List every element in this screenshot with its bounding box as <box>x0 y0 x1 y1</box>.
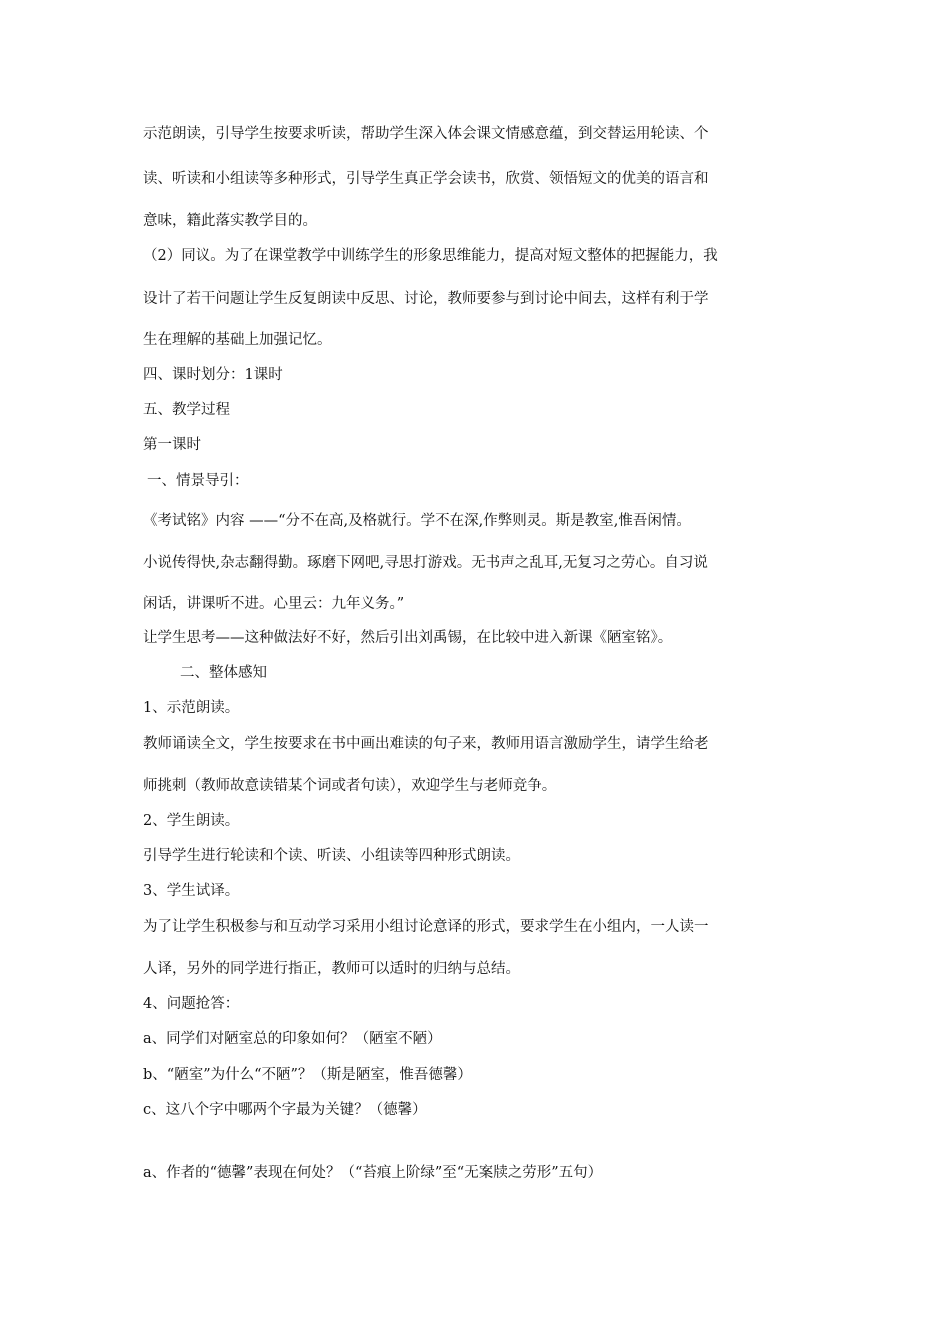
step-heading-3: 3、学生试译。 <box>143 883 240 899</box>
section-heading-class-hours: 四、课时划分：1课时 <box>143 367 283 383</box>
text-line-18: 师挑刺（教师故意读错某个词或者句读），欢迎学生与老师竞争。 <box>143 778 557 794</box>
section-heading-teaching-process: 五、教学过程 <box>143 402 230 418</box>
text-line-14: 让学生思考——这种做法好不好，然后引出刘禹锡，在比较中进入新课《陋室铭》。 <box>143 630 673 646</box>
text-line-4: （2）同议。为了在课堂教学中训练学生的形象思维能力，提高对短文整体的把握能力，我 <box>143 248 718 264</box>
step-heading-1: 1、示范朗读。 <box>143 700 240 716</box>
question-b: b、“陋室”为什么“不陋”？（斯是陋室，惟吾德馨） <box>143 1067 472 1083</box>
subheading-first-lesson: 第一课时 <box>143 437 201 453</box>
question-a: a、同学们对陋室总的印象如何？（陋室不陋） <box>143 1031 442 1047</box>
text-line-12: 小说传得快,杂志翻得勤。琢磨下网吧,寻思打游戏。无书声之乱耳,无复习之劳心。自习说 <box>143 555 708 571</box>
question-c: c、这八个字中哪两个字最为关键？（德馨） <box>143 1102 427 1118</box>
text-line-17: 教师诵读全文，学生按要求在书中画出难读的句子来，教师用语言激励学生，请学生给老 <box>143 736 709 752</box>
subheading-overall-perception: 二、整体感知 <box>180 665 267 681</box>
text-line-20: 引导学生进行轮读和个读、听读、小组读等四种形式朗读。 <box>143 848 520 864</box>
text-line-5: 设计了若干问题让学生反复朗读中反思、讨论，教师要参与到讨论中间去，这样有利于学 <box>143 291 709 307</box>
subheading-scene-introduction: 一、情景导引： <box>147 473 249 489</box>
text-line-1: 示范朗读，引导学生按要求听读，帮助学生深入体会课文情感意蕴，到交替运用轮读、个 <box>143 126 709 142</box>
step-heading-4: 4、问题抢答： <box>143 996 240 1012</box>
step-heading-2: 2、学生朗读。 <box>143 813 240 829</box>
text-line-3: 意味，籍此落实教学目的。 <box>143 213 317 229</box>
text-line-11: 《考试铭》内容 ——“分不在高,及格就行。学不在深,作弊则灵。斯是教室,惟吾闲情。 <box>143 513 691 529</box>
text-line-23: 人译，另外的同学进行指正，教师可以适时的归纳与总结。 <box>143 961 520 977</box>
text-line-2: 读、听读和小组读等多种形式，引导学生真正学会读书，欣赏、领悟短文的优美的语言和 <box>143 171 709 187</box>
question-a-2: a、作者的“德馨”表现在何处？（“苔痕上阶绿”至“无案牍之劳形”五句） <box>143 1165 603 1181</box>
text-line-6: 生在理解的基础上加强记忆。 <box>143 332 332 348</box>
text-line-13: 闲话，讲课听不进。心里云：九年义务。” <box>143 596 405 612</box>
text-line-22: 为了让学生积极参与和互动学习采用小组讨论意译的形式，要求学生在小组内，一人读一 <box>143 919 709 935</box>
